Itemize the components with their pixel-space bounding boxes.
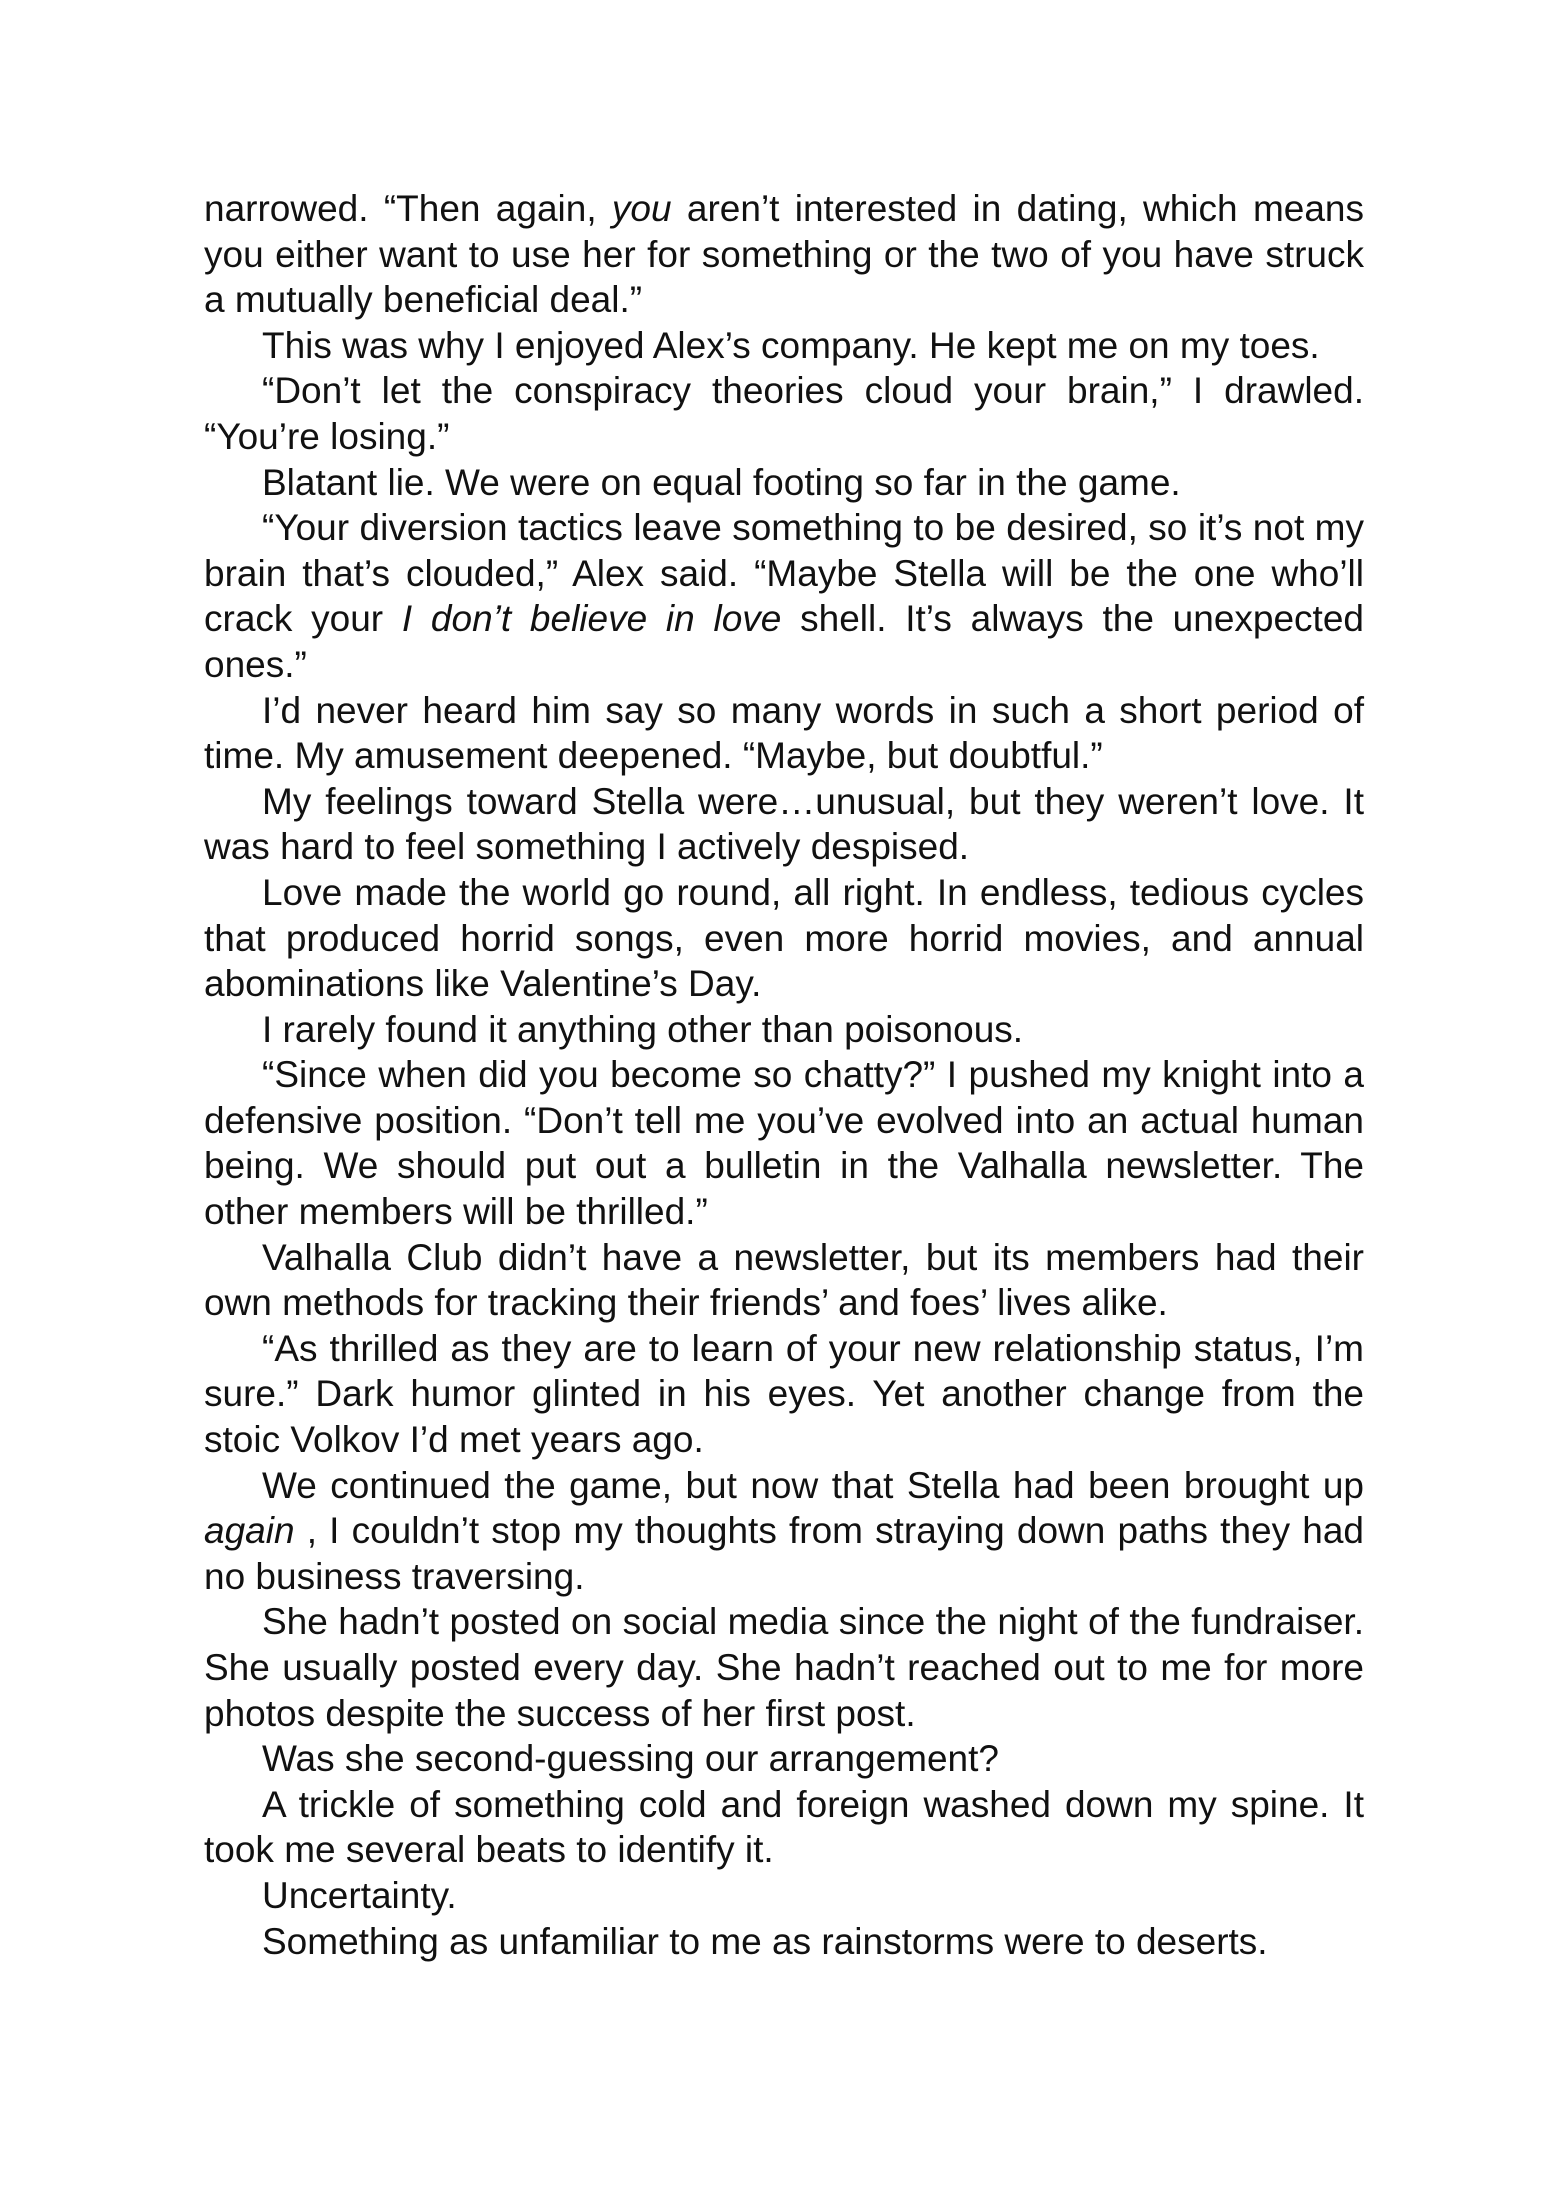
paragraph	[204, 323, 1364, 369]
italic-text: again	[204, 1510, 295, 1552]
text-run: Love made the world go round, all right. In endless, tedious cycles that produced horrid songs, even more horrid movies, and annual abominations like Valentine’s Day.	[204, 871, 1364, 1005]
paragraph	[204, 688, 1364, 779]
text-run: “Since when did you become so chatty?” I pushed my knight into a defensive position. “Don’t tell me you’ve evolved into an actual human being. We should put out a bulletin in the Valhalla newsletter. The other members will be thrilled.”	[204, 1054, 1364, 1233]
text-run: This was why I enjoyed Alex’s company. He kept me on my toes.	[262, 324, 1320, 366]
text-run: Something as unfamiliar to me as rainstorms were to deserts.	[262, 1920, 1268, 1962]
text-run: She hadn’t posted on social media since the night of the fundraiser. She usually posted every day. She hadn’t reached out to me for more photos despite the success of her first post.	[204, 1601, 1364, 1734]
text-run: Blatant lie. We were on equal footing so far in the game.	[262, 461, 1181, 503]
text-run: “Don’t let the conspiracy theories cloud your brain,” I drawled. “You’re losing.”	[204, 370, 1364, 457]
text-run: I rarely found it anything other than poisonous.	[262, 1008, 1024, 1050]
paragraph	[204, 460, 1364, 506]
paragraph	[204, 186, 1364, 323]
paragraph	[204, 1599, 1364, 1736]
text-run: Valhalla Club didn’t have a newsletter, but its members had their own methods for tracking their friends’ and foes’ lives alike.	[204, 1236, 1364, 1324]
paragraph	[204, 1326, 1364, 1463]
text-run: narrowed. “Then again,	[204, 188, 612, 229]
body-text	[204, 186, 1364, 1964]
text-run: Uncertainty.	[262, 1874, 457, 1916]
paragraph	[204, 1235, 1364, 1326]
paragraph	[204, 1052, 1364, 1234]
paragraph	[204, 1873, 1364, 1919]
paragraph	[204, 1919, 1364, 1965]
text-run: “Your diversion tactics leave something to be desired, so it’s not my brain that’s clouded,” Alex said. “Maybe Stella will be the one who’ll crack your	[204, 507, 1364, 640]
italic-text: I don’t believe in love	[401, 598, 782, 640]
italic-text: you	[611, 188, 672, 229]
text-run: aren’t interested in dating, which means you either want to use her for something or the two of you have struck a mutually beneficial deal.”	[204, 188, 1364, 321]
text-run: We continued the game, but now that Stella had been brought up	[262, 1464, 1364, 1506]
paragraph	[204, 1782, 1364, 1873]
paragraph	[204, 1007, 1364, 1053]
paragraph	[204, 505, 1364, 687]
paragraph	[204, 368, 1364, 459]
text-run: Was she second-guessing our arrangement?	[262, 1738, 999, 1780]
text-run: shell. It’s always the unexpected ones.”	[204, 598, 1364, 685]
text-run: “As thrilled as they are to learn of your new relationship status, I’m sure.” Dark humor glinted in his eyes. Yet another change from the stoic Volkov I’d met years ago.	[204, 1327, 1364, 1461]
paragraph	[204, 1463, 1364, 1600]
paragraph	[204, 870, 1364, 1007]
text-run: I’d never heard him say so many words in such a short period of time. My amusement deepened. “Maybe, but doubtful.”	[204, 689, 1364, 777]
text-run: A trickle of something cold and foreign washed down my spine. It took me several beats to identify it.	[204, 1783, 1364, 1871]
paragraph	[204, 779, 1364, 870]
text-run: , I couldn’t stop my thoughts from straying down paths they had no business traversing.	[204, 1510, 1364, 1597]
text-run: My feelings toward Stella were…unusual, but they weren’t love. It was hard to feel something I actively despised.	[204, 780, 1364, 868]
paragraph	[204, 1736, 1364, 1782]
